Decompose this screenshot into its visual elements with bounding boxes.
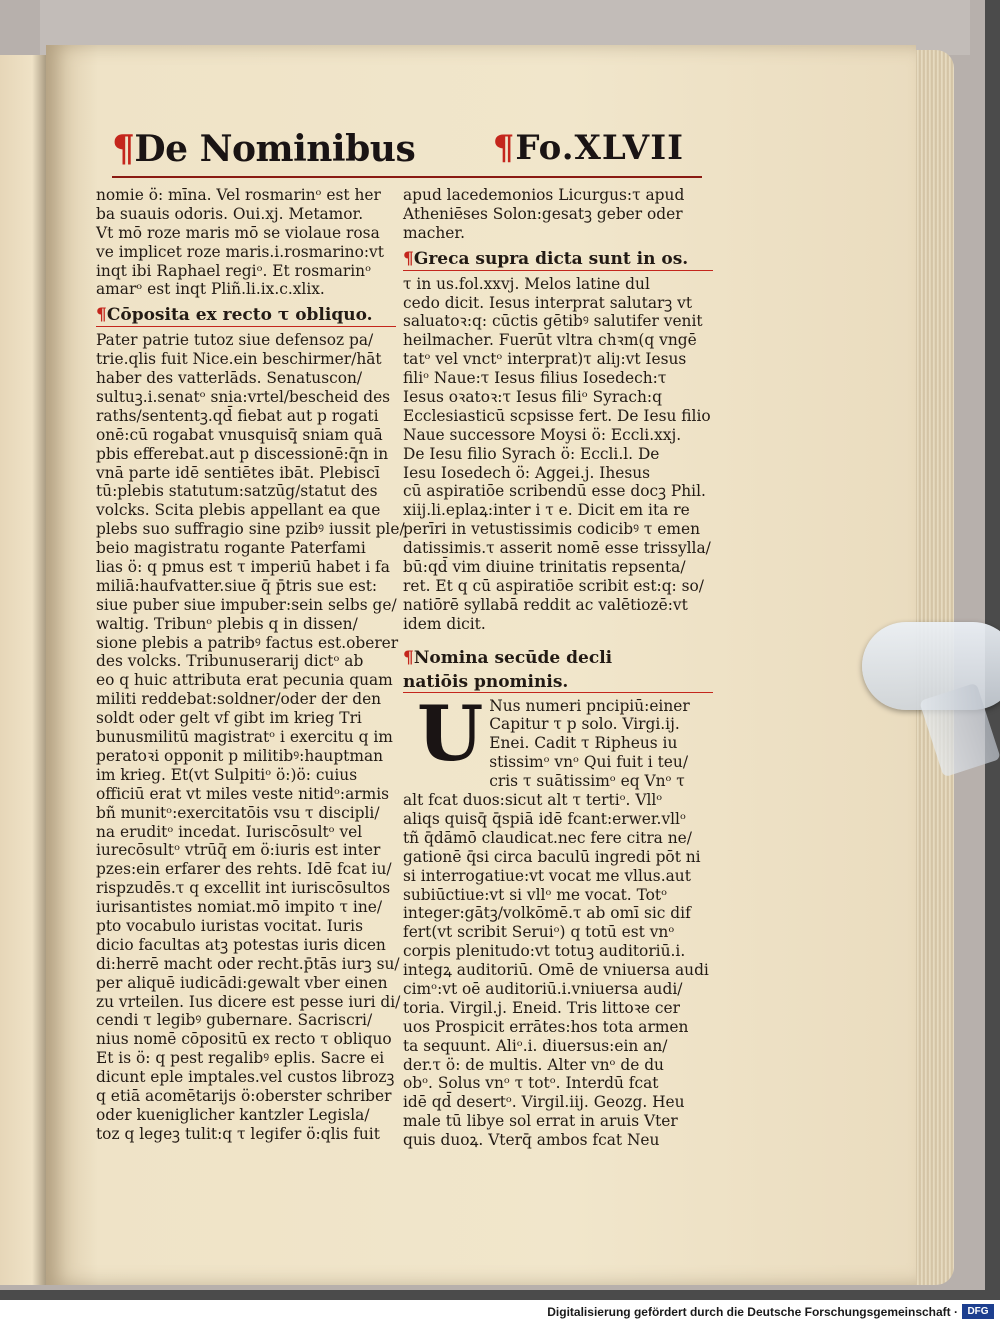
text-line: toz q legeꝫ tulit:q τ legifer ö:qlis fuit	[96, 1124, 380, 1143]
header-rule	[112, 176, 702, 178]
text-line: Vt mō roze maris mō se violaue rosa	[96, 223, 380, 242]
text-line: vnā parte idē sentiētes ibāt. Plebiscī	[96, 463, 380, 482]
text-line: miliā:haufvatter.siue q̄ p̄tris sue est:	[96, 576, 378, 595]
text-line: nomie ö: mīna. Vel rosmarinᵒ est her	[96, 186, 381, 204]
text-line: q etiā acomētarijs ö:oberster schriber	[96, 1086, 392, 1105]
text-line: per aliquē iudicādi:gewalt vber einen	[96, 973, 388, 992]
text-line: sultuꝫ.i.senatᵒ snia:vrtel/bescheid des	[96, 388, 391, 407]
text-line: ve implicet roze maris.i.rosmarino:vt	[96, 242, 384, 261]
dropcap-paragraph	[403, 688, 713, 791]
text-line: Nus numeri pncipiū:einer	[489, 696, 690, 715]
text-line: ret. Et q cū aspiratiōe scribit est:q: so/	[403, 576, 704, 595]
text-line: pzes:ein erfarer des rehts. Idē fcat iu/	[96, 860, 392, 879]
text-line: male tū libye sol errat in aruis Vter	[403, 1112, 678, 1131]
text-line: perīri in vetustissimis codicibꝰ τ emen	[403, 520, 701, 539]
text-line: dicunt eple imptales.vel custos librozꝫ	[96, 1068, 395, 1087]
text-line: ta sequunt. Aliᵒ.i. diuersus:ein an/	[403, 1036, 668, 1055]
text-line: Et is ö: q pest regalibꝰ eplis. Sacre ei	[96, 1049, 385, 1068]
text-line: corpis plenitudo:vt totuꝫ auditoriū.i.	[403, 942, 686, 961]
text-line: bunusmilitū magistratᵒ i exercitu q im	[96, 728, 393, 747]
text-line: eo q huic attributa erat pecunia quam	[96, 671, 393, 690]
text-line: sione plebis a patribꝰ factus est.oberer	[96, 633, 399, 652]
text-line: alt fcat duos:sicut alt τ tertiᵒ. Vllᵒ	[403, 791, 663, 810]
text-line: cris τ suātissimᵒ eq Vnᵒ τ	[489, 772, 685, 791]
text-line: nius nomē cōpositū ex recto τ obliquo	[96, 1030, 392, 1049]
text-line: toria. Virgil.j. Eneid. Tris littoꝛe cer	[403, 998, 680, 1017]
text-line: obᵒ. Solus vnᵒ τ totᵒ. Interdū fcat	[403, 1074, 659, 1093]
text-line: na eruditᵒ incedat. Iuriscōsultᵒ vel	[96, 822, 363, 841]
text-line: waltig. Tribunᵒ plebis q in dissen/	[96, 614, 358, 633]
text-line: militi reddebat:soldner/oder der den	[96, 690, 382, 709]
section-heading-nomina-line1: ¶Nomina secūde decli	[403, 647, 613, 668]
text-line: onē:cū rogabat vnusquisq̄ sniam quā	[96, 425, 383, 444]
right-column	[403, 186, 713, 1150]
text-line: beio magistratu rogante Paterfami	[96, 539, 366, 558]
text-line: subiūctiue:vt si vllᵒ me vocat. Totᵒ	[403, 885, 668, 904]
text-line: tatᵒ vel vnctᵒ interprat)τ aliȷ:vt Iesus	[403, 350, 687, 369]
text-line: tū:plebis statutum:satzūg/statut des	[96, 482, 378, 501]
text-line: Enei. Cadit τ Ripheus iu	[489, 734, 678, 753]
text-line: idē qd̄ desertᵒ. Virgil.iij. Geozg. Heu	[403, 1093, 685, 1112]
text-line: aliqs quisq̄ q̄spiā idē fcant:erwer.vllᵒ	[403, 809, 686, 828]
folio-number: ¶Fo.XLVII	[492, 128, 684, 168]
text-line: heilmacher. Fuerūt vltra chꝛm(q vngē	[403, 331, 697, 350]
text-line: macher.	[403, 223, 465, 242]
text-line: lias ö: q pmus est τ imperiū habet i fa	[96, 558, 390, 577]
page-title: ¶De Nominibus	[112, 128, 416, 170]
text-line: di:herrē macht oder recht.p̄tās iurꝫ su/	[96, 954, 400, 973]
text-line: tñ q̄dāmō claudicat.nec fere citra ne/	[403, 828, 692, 847]
text-line: datissimis.τ asserit nomē esse trissylla/	[403, 539, 711, 558]
section-heading-greca: ¶Greca supra dicta sunt in os.	[403, 248, 713, 271]
text-line: quis duoꝝ. Vterq̄ ambos fcat Neu	[403, 1131, 660, 1150]
text-line: xiij.li.eplaꝝ:inter i τ e. Dicit em ita re	[403, 501, 690, 520]
text-line: si interrogatiue:vt vocat me vllus.aut	[403, 866, 691, 885]
section-heading-composita: ¶Cōposita ex recto τ obliquo.	[96, 304, 396, 327]
section-heading-nomina-line2: natiōis pnominis.	[403, 672, 713, 693]
text-line: natiōrē syllabā reddit ac valētiozē:vt	[403, 595, 688, 614]
text-line: stissimᵒ vnᵒ Qui fuit i teu/	[489, 753, 689, 772]
left-column-text-body	[96, 331, 405, 1143]
running-header	[112, 128, 702, 178]
text-line: der.τ ö: de multis. Alter vnᵒ de du	[403, 1055, 664, 1074]
text-line: cedo dicit. Iesus interprat salutarꝫ vt	[403, 293, 693, 312]
funding-credit: Digitalisierung gefördert durch die Deutsche Forschungsgemeinschaft ·	[547, 1305, 958, 1319]
text-line: integꝝ auditoriū. Omē de vniuersa audi	[403, 961, 709, 980]
text-line: Iesu Iosedech ö: Aggei.j. Ihesus	[403, 463, 651, 482]
text-line: pto vocabulo iuristas vocitat. Iuris	[96, 916, 363, 935]
text-line: oder kueniglicher kantzler Legisla/	[96, 1105, 370, 1124]
right-column-text-middle	[403, 275, 713, 634]
text-line: saluatoꝛ:q: cūctis gētibꝰ salutifer venit	[403, 312, 703, 331]
text-line: plebs suo suffragio sine pzibꝰ iussit ple/	[96, 520, 405, 539]
text-line: im krieg. Et(vt Sulpitiᵒ ö:)ö: cuius	[96, 765, 358, 784]
right-column-text-bottom	[403, 791, 713, 1150]
text-line: Ecclesiasticū scpsisse fert. De Iesu filio	[403, 406, 711, 425]
text-line: rispzudēs.τ q excellit int iuriscōsultos	[96, 879, 391, 898]
right-column-text-top	[403, 186, 713, 243]
text-line: pbis efferebat.aut p discessionē:q̄n in	[96, 444, 389, 463]
text-line: τ in us.fol.xxvj. Melos latine dul	[403, 274, 650, 293]
text-line: Pater patrie tutoz siue defensoz pa/	[96, 331, 374, 350]
dfg-logo: DFG	[962, 1304, 994, 1319]
text-line: apud lacedemonios Licurgus:τ apud	[403, 186, 685, 204]
text-line: dicio facultas atꝫ potestas iuris dicen	[96, 935, 386, 954]
text-line: gationē q̄si circa baculū ingredi pōt ni	[403, 847, 701, 866]
text-line: iurisantistes nomiat.mō impito τ ine/	[96, 898, 383, 917]
text-line: idem dicit.	[403, 614, 486, 633]
text-line: integer:gātꝫ/volkōmē.τ ab omī sic dif	[403, 904, 691, 923]
text-line: Capitur τ p solo. Virgi.ij.	[489, 715, 680, 734]
text-line: bū:qd̄ vim diuine trinitatis repsenta/	[403, 558, 686, 577]
text-line: haber des vatterlāds. Senatuscon/	[96, 369, 363, 388]
text-line: des volcks. Tribunuserarij dictᵒ ab	[96, 652, 364, 671]
text-line: amarᵒ est inqt Pliñ.li.ix.c.xlix.	[96, 280, 325, 299]
left-column	[96, 186, 405, 1144]
text-line: zu vrteilen. Ius dicere est pesse iuri di/	[96, 992, 401, 1011]
text-line: cendi τ legibꝰ gubernare. Sacriscri/	[96, 1011, 373, 1030]
drop-capital: U	[417, 688, 484, 778]
text-line: Atheniēses Solon:gesatꝫ geber oder	[403, 204, 683, 223]
text-line: trie.qlis fuit Nice.ein beschirmer/hāt	[96, 350, 382, 369]
text-line: inqt ibi Raphael regiᵒ. Et rosmarinᵒ	[96, 261, 372, 280]
text-line: iurecōsultᵒ vtrūq̄ em ö:iuris est inter	[96, 841, 381, 860]
text-line: siue puber siue impuber:sein selbs ge/	[96, 595, 397, 614]
text-line: soldt oder gelt vf gibt im krieg Tri	[96, 709, 362, 728]
text-line: Naue successore Moysi ö: Eccli.xxj.	[403, 425, 682, 444]
text-line: volcks. Scita plebis appellant ea que	[96, 501, 381, 520]
text-line: peratoꝛi opponit p militibꝰ:hauptman	[96, 746, 384, 765]
text-line: De Iesu filio Syrach ö: Eccli.l. De	[403, 444, 660, 463]
text-line: cū aspiratiōe scribendū esse docꝫ Phil.	[403, 482, 706, 501]
footer-bar	[0, 1300, 1000, 1324]
text-line: fert(vt scribit Seruiᵒ) q totū est vnᵒ	[403, 923, 675, 942]
text-line: bñ munitᵒ:exercitatōis vsu τ discipli/	[96, 803, 380, 822]
text-line: uos Prospicit errātes:hos tota armen	[403, 1017, 689, 1036]
text-line: Iesus oꝛatoꝛ:τ Iesus filiᵒ Syrach:q	[403, 388, 662, 407]
text-line: officiū erat vt miles veste nitidᵒ:armis	[96, 784, 390, 803]
text-line: filiᵒ Naue:τ Iesus filius Iosedech:τ	[403, 369, 667, 388]
text-line: cimᵒ:vt oē auditoriū.i.vniuersa audi/	[403, 979, 683, 998]
text-line: ba suauis odoris. Oui.xj. Metamor.	[96, 204, 364, 223]
left-page-edge	[0, 55, 46, 1285]
text-line: raths/sententꝫ.qd̄ fiebat aut p rogati	[96, 406, 379, 425]
left-column-text-top	[96, 186, 396, 299]
